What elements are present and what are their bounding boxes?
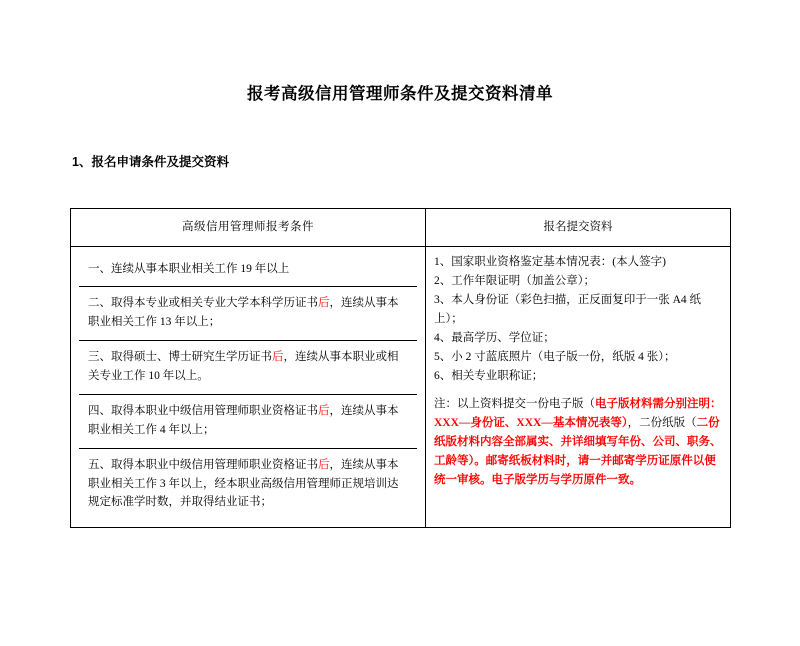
materials-cell: [426, 246, 731, 528]
header-materials: 报名提交资料: [426, 209, 731, 247]
materials-note: [434, 395, 722, 490]
list-item: 3、本人身份证（彩色扫描，正反面复印于一张 A4 纸上）；: [434, 293, 702, 325]
condition-highlight: 后: [318, 297, 330, 310]
list-item: 6、相关专业职称证；: [434, 370, 544, 383]
condition-text-before: 五、取得本职业中级信用管理师职业资格证书: [88, 458, 318, 471]
note-text-start: 注：以上资料提交一份电子版（: [434, 398, 595, 411]
list-item: [79, 341, 417, 395]
list-item: [79, 253, 417, 288]
list-item: [79, 395, 417, 449]
condition-highlight: 后: [272, 351, 284, 364]
condition-text-after: ，连续从事本职业或相关专业工作 10 年以上。: [88, 351, 399, 383]
condition-text-before: 三、取得硕士、博士研究生学历证书: [88, 351, 272, 364]
document-page: [0, 80, 800, 646]
table-header-row: [71, 209, 731, 247]
condition-text-before: 一、连续从事本职业相关工作 19 年以上: [88, 262, 290, 275]
condition-text-after: ，连续从事本职业相关工作 3 年以上，经本职业高级信用管理师正规培训达规定标准学时数，并取得结业证书；: [88, 458, 399, 509]
condition-text-before: 二、取得本专业或相关专业大学本科学历证书: [88, 297, 318, 310]
condition-text-after: ，连续从事本职业相关工作 13 年以上；: [88, 297, 399, 329]
condition-text-before: 四、取得本职业中级信用管理师职业资格证书: [88, 404, 318, 417]
note-highlight-2: 二份纸版材料内容全部属实、并详细填写年份、公司、职务、工龄等）。邮寄纸板材料时，请一并邮寄学历证原件以便统一审核。电子版学历与学历原件一致。: [434, 417, 722, 487]
note-text-mid: ，二份纸版（: [627, 417, 697, 430]
list-item: [79, 449, 417, 521]
header-conditions-subtitle: 报考条件: [266, 221, 314, 233]
list-item: 5、小 2 寸蓝底照片（电子版一份，纸版 4 张）；: [434, 351, 676, 364]
header-conditions: [71, 209, 426, 247]
table-row: [71, 246, 731, 528]
note-highlight-1: 电子版材料需分别注明：XXX—身份证、XXX—基本情况表等）: [434, 398, 722, 430]
materials-list: [434, 253, 722, 387]
list-item: 4、最高学历、学位证；: [434, 331, 555, 344]
list-item: 2、工作年限证明（加盖公章）；: [434, 274, 595, 287]
condition-text-after: ，连续从事本职业相关工作 4 年以上；: [88, 404, 399, 436]
conditions-cell: [71, 246, 426, 528]
condition-highlight: 后: [318, 404, 330, 417]
list-item: [79, 287, 417, 341]
condition-highlight: 后: [318, 458, 330, 471]
section-heading: 1、报名申请条件及提交资料: [72, 155, 229, 169]
page-title: 报考高级信用管理师条件及提交资料清单: [247, 85, 553, 103]
header-conditions-title: 高级信用管理师: [182, 221, 266, 233]
list-item: 1、国家职业资格鉴定基本情况表：(本人签字): [434, 255, 666, 268]
requirements-table: [70, 208, 731, 528]
